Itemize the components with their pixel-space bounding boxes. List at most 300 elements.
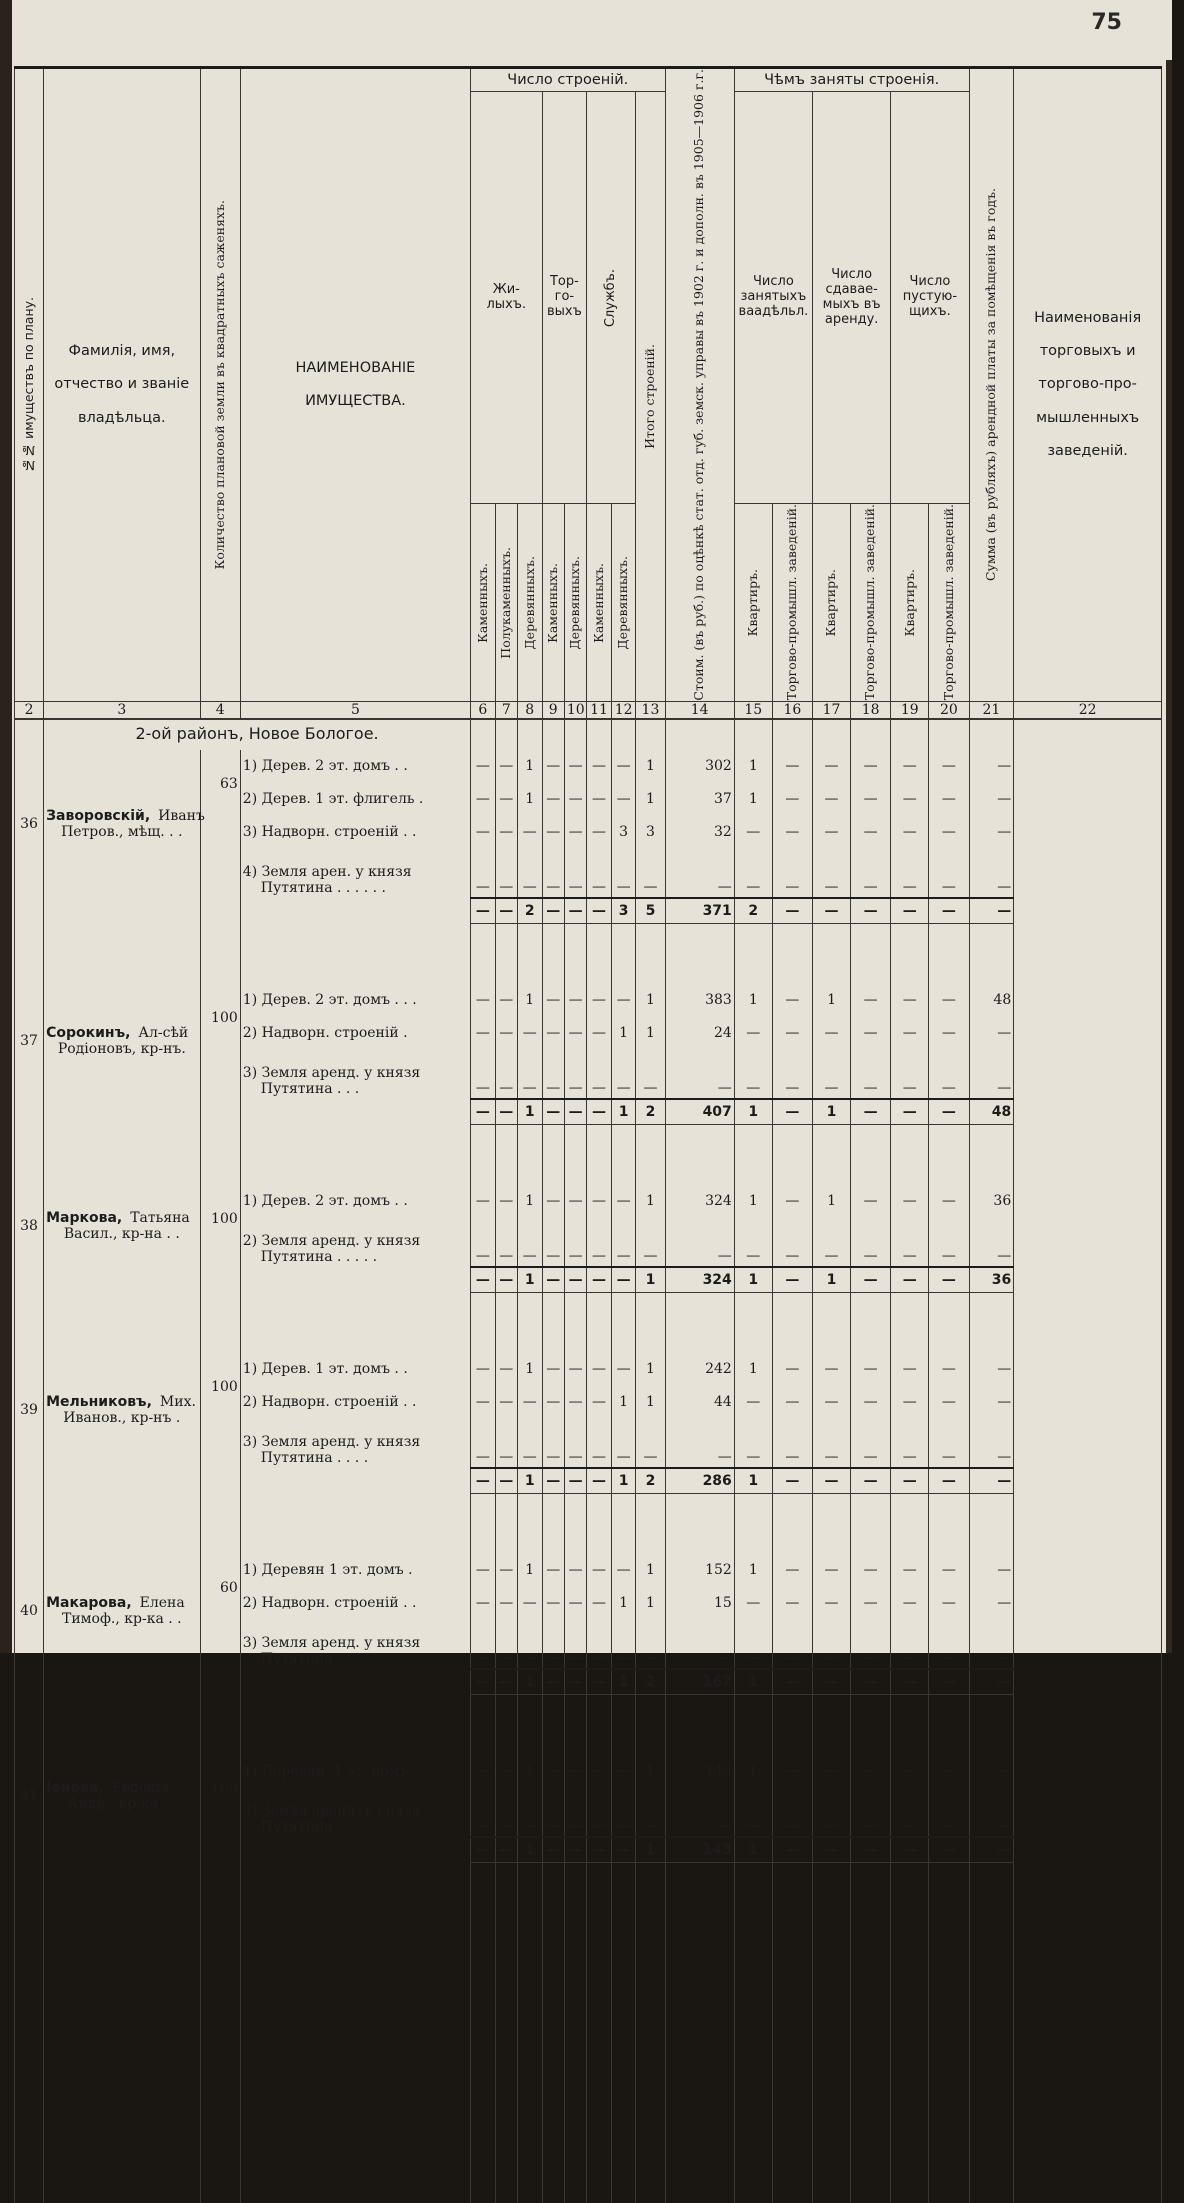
total-cell: —	[495, 1267, 517, 1293]
value-cell: —	[611, 1788, 636, 1837]
value-cell: —	[636, 1788, 665, 1837]
spacer-row	[15, 1862, 1162, 2203]
blank-cell	[1014, 1292, 1162, 1353]
blank-cell	[813, 1694, 851, 1755]
property-text-continued: Путятина . . . . .	[260, 1650, 378, 1667]
value-cell: —	[734, 1419, 772, 1468]
owner-patronymic-status: Васил., кр-на . .	[63, 1225, 180, 1242]
blank-cell	[587, 1694, 612, 1755]
header-service-stone: Каменныхъ.	[590, 562, 606, 643]
value-cell: —	[929, 816, 969, 849]
blank-cell	[929, 923, 969, 984]
owner-surname: Сорокинъ,	[46, 1025, 131, 1042]
blank-cell	[636, 1862, 665, 2203]
total-cell: 1	[813, 1099, 851, 1125]
value-cell: 32	[665, 816, 734, 849]
header-owner: Фамилія, имя, отчество и званіе владѣльца.	[44, 68, 200, 702]
blank-cell	[851, 1292, 891, 1353]
value-cell: —	[542, 1050, 564, 1099]
value-cell: —	[495, 750, 517, 783]
blank-cell	[44, 1669, 200, 1695]
total-cell: 1	[636, 1267, 665, 1293]
property-text: 1) Дерев. 2 эт. домъ . . .	[242, 992, 417, 1009]
property-description	[240, 1620, 470, 1669]
value-cell: 1	[734, 783, 772, 816]
total-cell: —	[564, 1099, 586, 1125]
value-cell: —	[772, 1587, 812, 1620]
blank-cell	[891, 1124, 929, 1185]
value-cell: 1	[517, 984, 542, 1017]
page-number: 75	[1091, 10, 1122, 35]
value-cell: —	[587, 849, 612, 898]
property-text: 2) Надворн. строеній .	[242, 1025, 408, 1042]
value-cell: —	[471, 1419, 496, 1468]
total-cell: 407	[665, 1099, 734, 1125]
land-area: 100	[200, 1353, 240, 1468]
blank-cell	[564, 923, 586, 984]
property-text: 3) Земля аренд. у князя	[242, 1064, 421, 1081]
value-cell: —	[564, 816, 586, 849]
blank-cell	[929, 1694, 969, 1755]
value-cell: 15	[665, 1587, 734, 1620]
owner-total-row	[15, 1468, 1162, 1494]
spacer-row	[15, 923, 1162, 984]
value-cell: —	[969, 783, 1014, 816]
header-property: НАИМЕНОВАНІЕ ИМУЩЕСТВА.	[240, 68, 470, 702]
column-number: 22	[1014, 701, 1162, 719]
total-cell: —	[564, 898, 586, 924]
blank-cell	[200, 898, 240, 924]
value-cell: —	[929, 1050, 969, 1099]
value-cell: 302	[665, 750, 734, 783]
blank-cell	[813, 1862, 851, 2203]
total-cell: 1	[517, 1468, 542, 1494]
header-service-wood: Деревянныхъ.	[615, 555, 631, 650]
blank-cell	[200, 1468, 240, 1494]
owner-total-row	[15, 1267, 1162, 1293]
total-cell: —	[542, 1837, 564, 1863]
value-cell: 1	[734, 1353, 772, 1386]
total-cell: —	[929, 898, 969, 924]
value-cell: —	[851, 1620, 891, 1669]
establishment-name-cell	[1014, 984, 1162, 1017]
value-cell: —	[564, 750, 586, 783]
blank-cell	[564, 1493, 586, 1554]
blank-cell	[240, 1493, 470, 1554]
blank-cell	[611, 1694, 636, 1755]
blank-cell	[517, 1862, 542, 2203]
value-cell: 1	[734, 750, 772, 783]
value-cell: —	[564, 1185, 586, 1218]
total-cell: 1	[517, 1099, 542, 1125]
total-cell: —	[891, 1669, 929, 1695]
blank-cell	[665, 1862, 734, 2203]
value-cell: —	[495, 849, 517, 898]
value-cell: —	[851, 1218, 891, 1267]
property-text: 2) Земля аренд. у князя	[242, 1232, 421, 1249]
value-cell: —	[495, 1554, 517, 1587]
blank-cell	[969, 1862, 1014, 2203]
value-cell: —	[929, 1755, 969, 1788]
value-cell: —	[471, 1620, 496, 1669]
property-text-continued: Путятина . . . .	[260, 1449, 369, 1466]
district-title: 2-ой районъ, Новое Бологое.	[44, 719, 471, 750]
property-text: 3) Земля аренд. у князя	[242, 1802, 421, 1819]
blank-cell	[542, 1694, 564, 1755]
blank-cell	[471, 1862, 496, 2203]
property-description	[240, 1788, 470, 1837]
owner-given-name: Елена	[139, 1595, 185, 1612]
value-cell: —	[891, 1554, 929, 1587]
value-cell: —	[891, 984, 929, 1017]
property-text-continued: Путятина . . . . . .	[260, 879, 386, 896]
value-cell: —	[665, 849, 734, 898]
value-cell: —	[564, 1554, 586, 1587]
total-cell: —	[929, 1099, 969, 1125]
blank-cell	[495, 923, 517, 984]
property-description	[240, 1017, 470, 1050]
blank-cell	[564, 1862, 586, 2203]
value-cell: —	[471, 1218, 496, 1267]
blank-cell	[200, 1493, 240, 1554]
blank-cell	[15, 1669, 44, 1695]
establishment-name-cell	[1014, 783, 1162, 816]
total-cell: 1	[611, 1468, 636, 1494]
blank-cell	[1014, 923, 1162, 984]
total-cell: —	[564, 1669, 586, 1695]
value-cell: —	[665, 1620, 734, 1669]
property-row	[15, 1755, 1162, 1788]
value-cell: 152	[665, 1554, 734, 1587]
blank-cell	[564, 1124, 586, 1185]
property-text: 1) Деревян. 1 эт. домъ .	[242, 1763, 418, 1780]
total-cell: 2	[517, 898, 542, 924]
value-cell: —	[813, 1017, 851, 1050]
blank-cell	[772, 923, 812, 984]
blank-cell	[471, 1493, 496, 1554]
property-description	[240, 1353, 470, 1386]
blank-cell	[1014, 1099, 1162, 1125]
value-cell: —	[542, 783, 564, 816]
property-text: 2) Надворн. строеній . .	[242, 1394, 417, 1411]
blank-cell	[495, 1694, 517, 1755]
value-cell: 24	[665, 1017, 734, 1050]
value-cell: 1	[611, 1386, 636, 1419]
blank-cell	[44, 1862, 200, 2203]
value-cell: —	[636, 1050, 665, 1099]
header-trade-stone: Каменныхъ.	[545, 562, 561, 643]
blank-cell	[772, 1862, 812, 2203]
value-cell: —	[734, 849, 772, 898]
blank-cell	[200, 1124, 240, 1185]
column-number: 19	[891, 701, 929, 719]
owner-surname: Маркова,	[46, 1209, 123, 1226]
blank-cell	[564, 1292, 586, 1353]
value-cell: —	[772, 1554, 812, 1587]
total-cell: —	[813, 1837, 851, 1863]
blank-cell	[542, 1124, 564, 1185]
value-cell: —	[587, 1755, 612, 1788]
header-occ-empty: Число пустую-щихъ.	[891, 92, 969, 504]
owner-patronymic-status: Тимоф., кр-ка . .	[61, 1611, 182, 1628]
blank-cell	[1014, 1468, 1162, 1494]
value-cell: 1	[611, 1587, 636, 1620]
value-cell: 1	[517, 783, 542, 816]
value-cell: —	[772, 1419, 812, 1468]
value-cell: —	[813, 1587, 851, 1620]
value-cell: —	[471, 1185, 496, 1218]
establishment-name-cell	[1014, 1419, 1162, 1468]
value-cell: 1	[636, 1353, 665, 1386]
owner-cell	[44, 1353, 200, 1468]
total-cell: —	[564, 1468, 586, 1494]
value-cell: —	[851, 1788, 891, 1837]
value-cell: —	[471, 849, 496, 898]
total-cell: —	[891, 1099, 929, 1125]
header-living-halfstone: Полукаменныхъ.	[498, 546, 514, 659]
value-cell: —	[542, 1755, 564, 1788]
blank-cell	[471, 1292, 496, 1353]
value-cell: —	[734, 1788, 772, 1837]
value-cell: —	[851, 1755, 891, 1788]
blank-cell	[240, 898, 470, 924]
blank-cell	[240, 1837, 470, 1863]
blank-cell	[813, 1124, 851, 1185]
value-cell: —	[495, 1755, 517, 1788]
value-cell: —	[929, 1017, 969, 1050]
value-cell: —	[587, 1218, 612, 1267]
blank-cell	[44, 1292, 200, 1353]
blank-cell	[15, 898, 44, 924]
value-cell: —	[969, 849, 1014, 898]
value-cell: —	[891, 750, 929, 783]
blank-cell	[240, 1669, 470, 1695]
blank-cell	[517, 1124, 542, 1185]
value-cell: —	[495, 1620, 517, 1669]
value-cell: —	[471, 1386, 496, 1419]
blank-cell	[200, 923, 240, 984]
value-cell: 1	[636, 984, 665, 1017]
value-cell: 1	[517, 1554, 542, 1587]
establishment-name-cell	[1014, 1755, 1162, 1788]
value-cell: —	[471, 1788, 496, 1837]
total-cell: 1	[734, 1099, 772, 1125]
column-number: 9	[542, 701, 564, 719]
establishment-name-cell	[1014, 849, 1162, 898]
blank-cell	[15, 1468, 44, 1494]
value-cell: —	[471, 1554, 496, 1587]
blank-cell	[636, 923, 665, 984]
total-cell: —	[587, 1267, 612, 1293]
owner-given-name: Мих.	[159, 1394, 196, 1411]
total-cell: —	[851, 1267, 891, 1293]
value-cell: 1	[517, 1353, 542, 1386]
total-cell: 286	[665, 1468, 734, 1494]
column-number: 5	[240, 701, 470, 719]
value-cell: —	[495, 1386, 517, 1419]
column-number: 2	[15, 701, 44, 719]
total-cell: 1	[611, 1099, 636, 1125]
value-cell: —	[495, 816, 517, 849]
blank-cell	[969, 1124, 1014, 1185]
blank-cell	[929, 1862, 969, 2203]
value-cell: —	[772, 750, 812, 783]
establishment-name-cell	[1014, 750, 1162, 783]
value-cell: —	[891, 1353, 929, 1386]
value-cell: —	[929, 1386, 969, 1419]
value-cell: —	[611, 1554, 636, 1587]
value-cell: —	[517, 849, 542, 898]
value-cell: —	[611, 1419, 636, 1468]
blank-cell	[44, 1694, 200, 1755]
value-cell: —	[929, 1788, 969, 1837]
total-cell: —	[891, 1468, 929, 1494]
property-text: 1) Деревян 1 эт. домъ .	[242, 1562, 413, 1579]
blank-cell	[15, 923, 44, 984]
owner-cell	[44, 750, 205, 898]
blank-cell	[734, 923, 772, 984]
value-cell: —	[851, 1386, 891, 1419]
blank-cell	[734, 1694, 772, 1755]
property-text: 3) Надворн. строеній . .	[242, 824, 417, 841]
blank-cell	[44, 1493, 200, 1554]
value-cell: —	[611, 1620, 636, 1669]
blank-cell	[813, 1493, 851, 1554]
blank-cell	[15, 1292, 44, 1353]
value-cell: —	[495, 1050, 517, 1099]
plan-number: 40	[15, 1554, 44, 1669]
header-land-area: Количество плановой земли въ квадратныхъ саженяхъ.	[211, 200, 227, 570]
total-cell: 5	[636, 898, 665, 924]
establishment-name-cell	[1014, 1788, 1162, 1837]
value-cell: —	[587, 1620, 612, 1669]
value-cell: —	[969, 750, 1014, 783]
blank-cell	[542, 1292, 564, 1353]
blank-cell	[851, 1493, 891, 1554]
blank-cell	[44, 1837, 200, 1863]
total-cell: —	[772, 1837, 812, 1863]
value-cell: 3	[636, 816, 665, 849]
value-cell: —	[564, 1587, 586, 1620]
total-cell: 371	[665, 898, 734, 924]
value-cell: —	[542, 1353, 564, 1386]
header-plan-number: №№ имуществъ по плану.	[20, 296, 36, 473]
column-number: 13	[636, 701, 665, 719]
blank-cell	[240, 1694, 470, 1755]
value-cell: —	[495, 1587, 517, 1620]
total-cell: —	[851, 1468, 891, 1494]
total-cell: —	[891, 1837, 929, 1863]
property-row	[15, 750, 1162, 783]
column-number: 6	[471, 701, 496, 719]
blank-cell	[200, 1669, 240, 1695]
blank-cell	[200, 1837, 240, 1863]
blank-cell	[611, 1124, 636, 1185]
value-cell: —	[813, 1353, 851, 1386]
blank-cell	[44, 1267, 200, 1293]
total-cell: —	[471, 1468, 496, 1494]
value-cell: —	[611, 1185, 636, 1218]
value-cell: —	[517, 1419, 542, 1468]
value-cell: —	[891, 1755, 929, 1788]
value-cell: —	[517, 1620, 542, 1669]
value-cell: —	[495, 1218, 517, 1267]
value-cell: —	[564, 1353, 586, 1386]
property-text: 1) Дерев. 2 эт. домъ . .	[242, 758, 408, 775]
value-cell: —	[813, 783, 851, 816]
blank-cell	[734, 1292, 772, 1353]
total-cell: —	[969, 1468, 1014, 1494]
value-cell: 1	[517, 1755, 542, 1788]
blank-cell	[471, 923, 496, 984]
value-cell: —	[891, 1788, 929, 1837]
value-cell: —	[734, 1587, 772, 1620]
total-cell: 2	[636, 1099, 665, 1125]
total-cell: —	[495, 898, 517, 924]
owner-patronymic-status: Петров., мѣщ. . .	[61, 823, 183, 840]
header-owner-trade: Торгово-промышл. заведеній.	[784, 504, 800, 701]
property-description	[240, 849, 470, 898]
blank-cell	[772, 1493, 812, 1554]
value-cell: 1	[611, 1017, 636, 1050]
total-cell: —	[969, 1669, 1014, 1695]
blank-cell	[611, 1292, 636, 1353]
value-cell: —	[636, 1419, 665, 1468]
blank-cell	[240, 1292, 470, 1353]
blank-cell	[1014, 1862, 1162, 2203]
value-cell: —	[517, 1017, 542, 1050]
blank-cell	[772, 1694, 812, 1755]
blank-cell	[891, 1292, 929, 1353]
value-cell: —	[542, 1620, 564, 1669]
header-trade: Тор-го-выхъ	[542, 92, 587, 504]
value-cell: —	[969, 816, 1014, 849]
value-cell: —	[636, 849, 665, 898]
total-cell: —	[471, 1099, 496, 1125]
blank-cell	[495, 1292, 517, 1353]
header-service: Службъ.	[602, 268, 618, 327]
value-cell: —	[564, 1017, 586, 1050]
blank-cell	[15, 1124, 44, 1185]
total-cell: —	[495, 1468, 517, 1494]
owner-total-row	[15, 1837, 1162, 1863]
value-cell: —	[564, 1050, 586, 1099]
value-cell: 1	[636, 1587, 665, 1620]
value-cell: —	[891, 783, 929, 816]
total-cell: 1	[636, 1837, 665, 1863]
value-cell: —	[772, 1218, 812, 1267]
value-cell: 1	[636, 1185, 665, 1218]
value-cell: —	[929, 1218, 969, 1267]
value-cell: —	[587, 1788, 612, 1837]
owner-total-row	[15, 1669, 1162, 1695]
value-cell: —	[495, 1419, 517, 1468]
property-register-table	[14, 66, 1162, 2203]
value-cell: —	[542, 1788, 564, 1837]
value-cell: —	[772, 816, 812, 849]
value-cell: 48	[969, 984, 1014, 1017]
blank-cell	[587, 1493, 612, 1554]
blank-cell	[517, 1694, 542, 1755]
establishment-name-cell	[1014, 1587, 1162, 1620]
total-cell: —	[495, 1669, 517, 1695]
column-number: 3	[44, 701, 200, 719]
value-cell: —	[929, 783, 969, 816]
value-cell: —	[772, 1017, 812, 1050]
value-cell: —	[813, 1218, 851, 1267]
plan-number: 39	[15, 1353, 44, 1468]
total-cell: 1	[611, 1669, 636, 1695]
